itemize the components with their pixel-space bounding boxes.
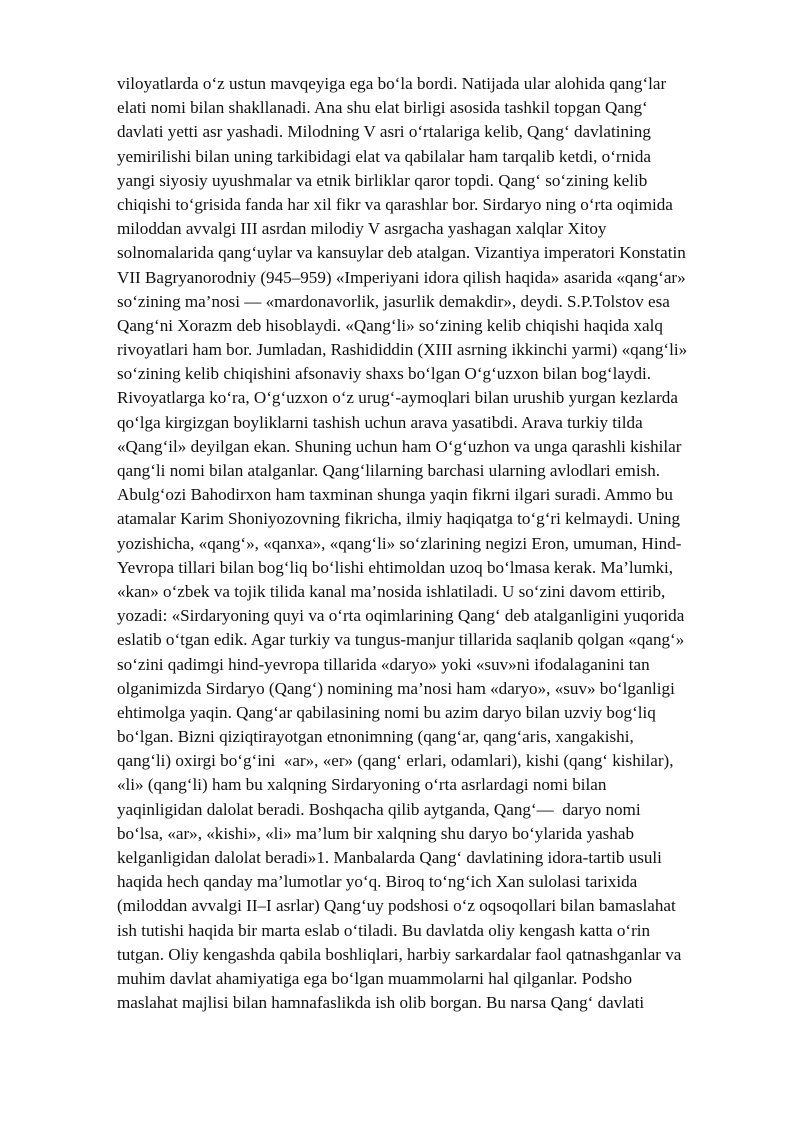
text-line: miloddan avvalgi III asrdan milodiy V asrgacha yashagan xalqlar Xitoy [117, 219, 607, 239]
text-line: Abulg‘ozi Bahodirxon ham taxminan shunga yaqin fikrni ilgari suradi. Ammo bu [117, 485, 673, 505]
text-line: bo‘lsa, «ar», «kishi», «li» ma’lum bir xalqning shu daryo bo‘ylarida yashab [117, 823, 634, 843]
text-line: qo‘lga kirgizgan boyliklarni tashish uchun arava yasatibdi. Arava turkiy tilda [117, 412, 643, 432]
text-line: viloyatlarda o‘z ustun mavqeyiga ega bo‘la bordi. Natijada ular alohida qang‘lar [117, 74, 667, 93]
text-line: elati nomi bilan shakllanadi. Ana shu elat birligi asosida tashkil topgan Qang‘ [117, 98, 648, 118]
text-line: atamalar Karim Shoniyozovning fikricha, ilmiy haqiqatga to‘g‘ri kelmaydi. Uning [117, 509, 681, 529]
text-line: eslatib o‘tgan edik. Agar turkiy va tungus-manjur tillarida saqlanib qolgan «qang‘» [117, 630, 685, 650]
text-line: so‘zining ma’nosi — «mardonavorlik, jasurlik demakdir», deydi. S.P.Tolstov esa [117, 291, 670, 311]
text-line: so‘zini qadimgi hind-yevropa tillarida «daryo» yoki «suv»ni ifodalaganini tan [117, 654, 650, 674]
document-page [117, 72, 777, 1015]
text-line: Yevropa tillari bilan bog‘liq bo‘lishi ehtimoldan uzoq bo‘lmasa kerak. Ma’lumki, [117, 557, 674, 577]
text-line: so‘zining kelib chiqishini afsonaviy shaxs bo‘lgan O‘g‘uzxon bilan bog‘laydi. [117, 364, 652, 384]
text-line: VII Bagryanorodniy (945–959) «Imperiyani idora qilish haqida» asarida «qang‘ar» [117, 267, 686, 287]
text-line: Qang‘ni Xorazm deb hisoblaydi. «Qang‘li» so‘zining kelib chiqishi haqida xalq [117, 315, 663, 335]
text-line: yozadi: «Sirdaryoning quyi va o‘rta oqimlarining Qang‘ deb atalganligini yuqorida [117, 606, 685, 626]
text-line: Rivoyatlarga ko‘ra, O‘g‘uzxon o‘z urug‘-aymoqlari bilan urushib yurgan kezlarda [117, 388, 678, 408]
text-line: maslahat majlisi bilan hamnafaslikda ish olib borgan. Bu narsa Qang‘ davlati [117, 993, 645, 1013]
text-line: yemirilishi bilan uning tarkibidagi elat va qabilalar ham tarqalib ketdi, o‘rnida [117, 146, 652, 166]
text-line: yozishicha, «qang‘», «qanxa», «qang‘li» so‘zlarining negizi Eron, umuman, Hind- [117, 533, 682, 553]
text-line: «kan» o‘zbek va tojik tilida kanal ma’nosida ishlatiladi. U so‘zini davom ettirib, [117, 581, 666, 601]
text-line: davlati yetti asr yashadi. Milodning V asri o‘rtalariga kelib, Qang‘ davlatining [117, 122, 651, 142]
text-line: yangi siyosiy uyushmalar va etnik birliklar qaror topdi. Qang‘ so‘zining kelib [117, 170, 648, 190]
text-line: solnomalarida qang‘uylar va kansuylar deb atalgan. Vizantiya imperatori Konstatin [117, 243, 686, 263]
text-line: muhim davlat ahamiyatiga ega bo‘lgan muammolarni hal qilganlar. Podsho [117, 968, 633, 988]
text-line: (miloddan avvalgi II–I asrlar) Qang‘uy podshosi o‘z oqsoqollari bilan bamaslahat [117, 896, 676, 916]
body-text [117, 72, 777, 1015]
text-line: chiqishi to‘grisida fanda har xil fikr va qarashlar bor. Sirdaryo ning o‘rta oqimida [117, 194, 673, 214]
text-line: olganimizda Sirdaryo (Qang‘) nomining ma’nosi ham «daryo», «suv» bo‘lganligi [117, 678, 675, 698]
text-line: qang‘li) oxirgi bo‘g‘ini «ar», «er» (qang‘ erlari, odamlari), kishi (qang‘ kishilar), [117, 751, 674, 771]
text-line: «li» (qang‘li) ham bu xalqning Sirdaryoning o‘rta asrlardagi nomi bilan [117, 775, 607, 795]
text-line: ish tutishi haqida bir marta eslab o‘tiladi. Bu davlatda oliy kengash katta o‘rin [117, 920, 651, 940]
text-line: ehtimolga yaqin. Qang‘ar qabilasining nomi bu azim daryo bilan uzviy bog‘liq [117, 702, 656, 722]
text-line: yaqinligidan dalolat beradi. Boshqacha qilib aytganda, Qang‘— daryo nomi [117, 799, 641, 819]
text-line: haqida hech qanday ma’lumotlar yo‘q. Biroq to‘ng‘ich Xan sulolasi tarixida [117, 872, 638, 892]
text-line: qang‘li nomi bilan atalganlar. Qang‘lilarning barchasi ularning avlodlari emish. [117, 461, 661, 480]
text-line: «Qang‘il» deyilgan ekan. Shuning uchun ham O‘g‘uzhon va unga qarashli kishilar [117, 436, 682, 456]
text-line: bo‘lgan. Bizni qiziqtirayotgan etnonimning (qang‘ar, qang‘aris, xangakishi, [117, 727, 634, 747]
text-line: rivoyatlari ham bor. Jumladan, Rashididdin (XIII asrning ikkinchi yarmi) «qang‘li» [117, 340, 688, 360]
text-line: kelganligidan dalolat beradi»1. Manbalarda Qang‘ davlatining idora-tartib usuli [117, 848, 662, 867]
text-line: tutgan. Oliy kengashda qabila boshliqlari, harbiy sarkardalar faol qatnashganlar va [117, 944, 682, 964]
